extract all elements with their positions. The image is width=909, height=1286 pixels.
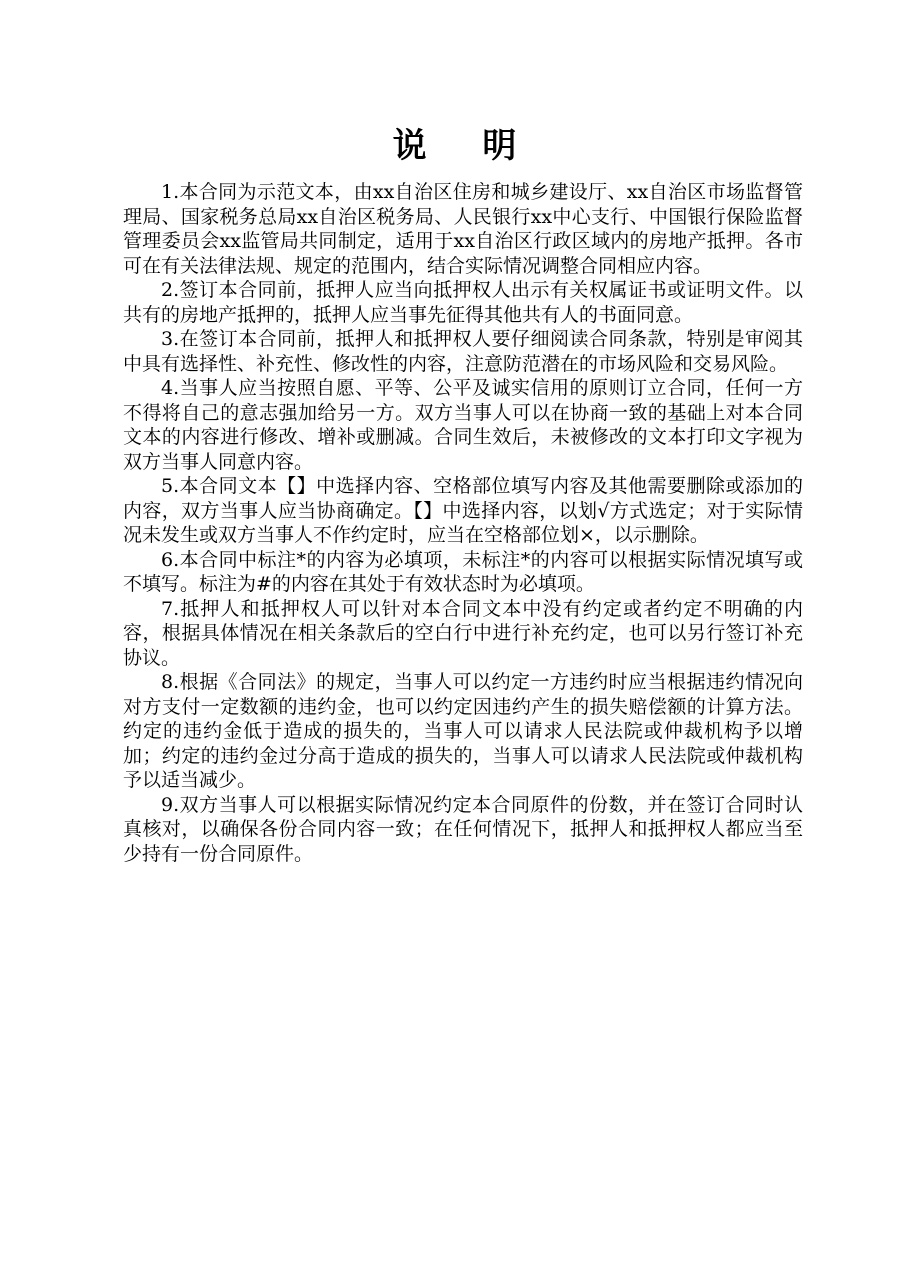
page-title: 说 明 [392, 126, 539, 166]
paragraph-9: 9.双方当事人可以根据实际情况约定本合同原件的份数，并在签订合同时认真核对，以确保各份合同内容一致；在任何情况下，抵押人和抵押权人都应当至少持有一份合同原件。 [123, 793, 803, 865]
document-body [123, 180, 803, 866]
paragraph-4: 4.当事人应当按照自愿、平等、公平及诚实信用的原则订立合同，任何一方不得将自己的意志强加给另一方。双方当事人可以在协商一致的基础上对本合同文本的内容进行修改、增补或删减。合同生效后，未被修改的文本打印文字视为双方当事人同意内容。 [123, 377, 803, 473]
paragraph-6: 6.本合同中标注*的内容为必填项，未标注*的内容可以根据实际情况填写或不填写。标注为#的内容在其处于有效状态时为必填项。 [123, 548, 803, 595]
paragraph-7: 7.抵押人和抵押权人可以针对本合同文本中没有约定或者约定不明确的内容，根据具体情况在相关条款后的空白行中进行补充约定，也可以另行签订补充协议。 [123, 597, 803, 669]
paragraph-5: 5.本合同文本【】中选择内容、空格部位填写内容及其他需要删除或添加的内容，双方当事人应当协商确定。【】中选择内容，以划√方式选定；对于实际情况未发生或双方当事人不作约定时，应当在空格部位划×，以示删除。 [123, 475, 803, 546]
paragraph-3: 3.在签订本合同前，抵押人和抵押权人要仔细阅读合同条款，特别是审阅其中具有选择性、补充性、修改性的内容，注意防范潜在的市场风险和交易风险。 [123, 328, 803, 375]
paragraph-8: 8.根据《合同法》的规定，当事人可以约定一方违约时应当根据违约情况向对方支付一定数额的违约金，也可以约定因违约产生的损失赔偿额的计算方法。约定的违约金低于造成的损失的，当事人可以请求人民法院或仲裁机构予以增加；约定的违约金过分高于造成的损失的，当事人可以请求人民法院或仲裁机构予以适当减少。 [123, 671, 803, 791]
paragraph-1: 1.本合同为示范文本，由xx自治区住房和城乡建设厅、xx自治区市场监督管理局、国家税务总局xx自治区税务局、人民银行xx中心支行、中国银行保险监督管理委员会xx监管局共同制定，适用于xx自治区行政区域内的房地产抵押。各市可在有关法律法规、规定的范围内，结合实际情况调整合同相应内容。 [123, 181, 803, 277]
paragraph-2: 2.签订本合同前，抵押人应当向抵押权人出示有关权属证书或证明文件。以共有的房地产抵押的，抵押人应当事先征得其他共有人的书面同意。 [123, 279, 803, 326]
